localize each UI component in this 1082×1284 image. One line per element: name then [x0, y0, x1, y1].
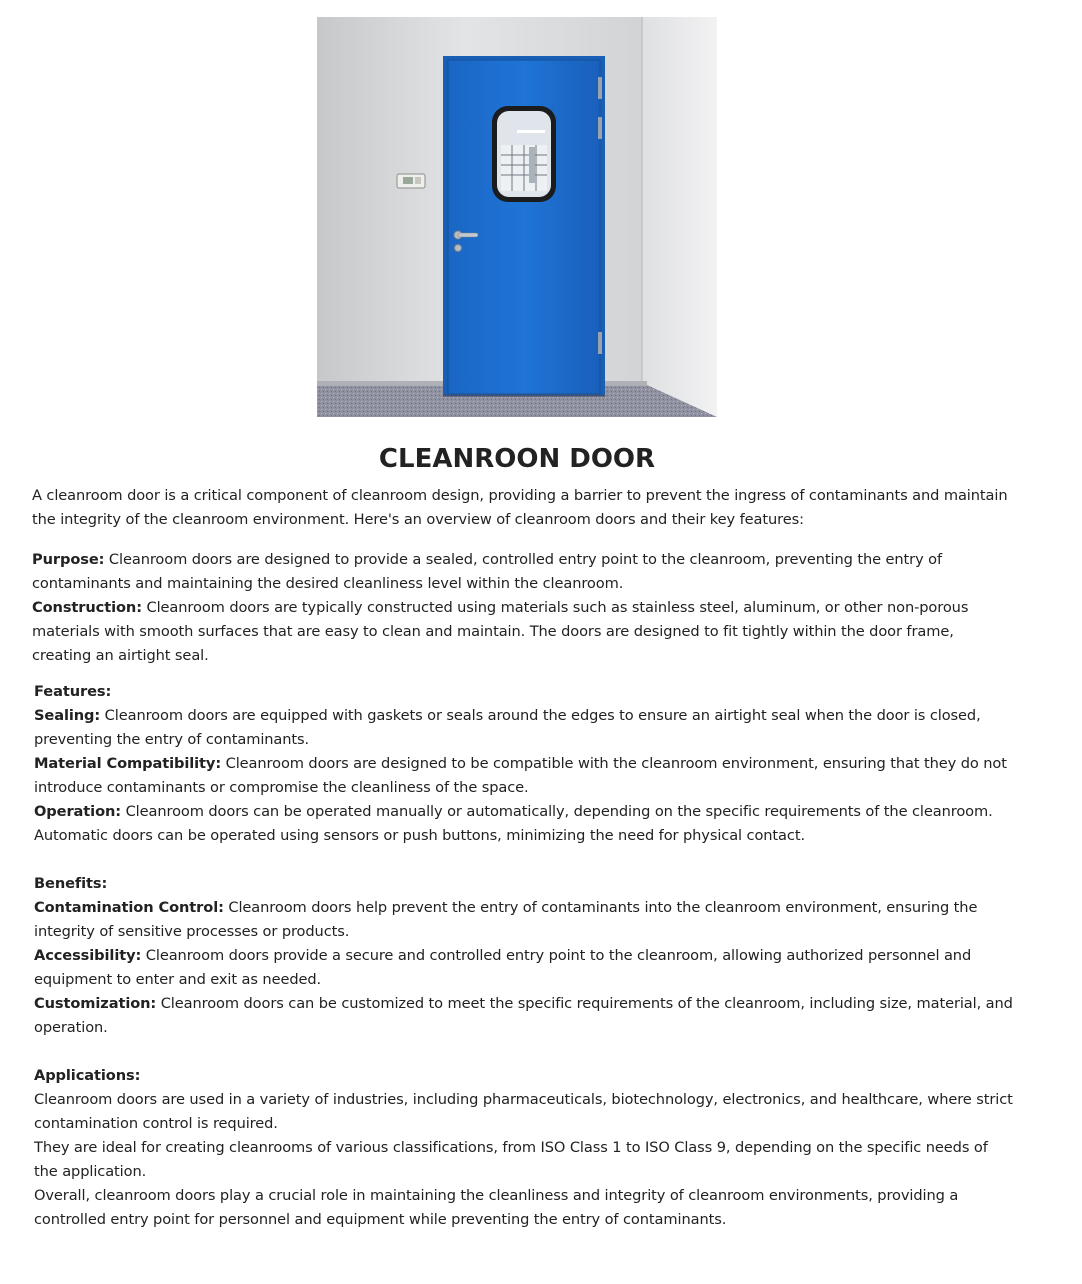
benefit-item-customization: Customization: Cleanroom doors can be customized to meet the specific requirements of the cleanroom, including size, material, and operation.: [34, 995, 1013, 1036]
hinge-icon: [598, 117, 602, 139]
details-section: [34, 680, 1014, 1232]
purpose-text: Cleanroom doors are designed to provide a sealed, controlled entry point to the cleanroom, preventing the entry of contaminants and maintaining the desired cleanliness level within the cleanroom.: [32, 551, 943, 592]
benefit-item-contamination: Contamination Control: Cleanroom doors help prevent the entry of contaminants into the cleanroom environment, ensuring the integrity of sensitive processes or products.: [34, 899, 978, 940]
construction-label: Construction:: [32, 599, 142, 616]
purpose-label: Purpose:: [32, 551, 105, 568]
feature-item-sealing: Sealing: Cleanroom doors are equipped with gaskets or seals around the edges to ensure an airtight seal when the door is closed, preventing the entry of contaminants.: [34, 707, 981, 748]
summary-paragraph: Overall, cleanroom doors play a crucial role in maintaining the cleanliness and integrity of cleanroom environments, providing a controlled entry point for personnel and equipment while preventing the entry of contaminants.: [34, 1187, 959, 1228]
benefits-heading: Benefits:: [34, 875, 108, 892]
intro-paragraph: A cleanroom door is a critical component of cleanroom design, providing a barrier to prevent the ingress of contaminants and maintain the integrity of the cleanroom environment. Here's an overview of cleanroom doors and their key features:: [32, 487, 1008, 528]
benefit-item-accessibility: Accessibility: Cleanroom doors provide a secure and controlled entry point to the cleanroom, allowing authorized personnel and equipment to enter and exit as needed.: [34, 947, 972, 988]
applications-paragraph: They are ideal for creating cleanrooms of various classifications, from ISO Class 1 to ISO Class 9, depending on the specific needs of the application.: [34, 1139, 988, 1180]
applications-paragraph: Cleanroom doors are used in a variety of industries, including pharmaceuticals, biotechnology, electronics, and healthcare, where strict contamination control is required.: [34, 1091, 1013, 1132]
features-heading: Features:: [34, 683, 112, 700]
hinge-icon: [598, 332, 602, 354]
lock-icon: [455, 245, 462, 252]
construction-text: Cleanroom doors are typically constructed using materials such as stainless steel, aluminum, or other non-porous materials with smooth surfaces that are easy to clean and maintain. The doors are designed to fit tightly within the door frame, creating an airtight seal.: [32, 599, 969, 664]
cleanroom-door-image: [317, 17, 717, 417]
feature-item-operation: Operation: Cleanroom doors can be operated manually or automatically, depending on the specific requirements of the cleanroom. Automatic doors can be operated using sensors or push buttons, minimizing the need for physical contact.: [34, 803, 993, 844]
purpose-item: [32, 548, 1012, 596]
intro-section: [32, 484, 1012, 668]
page-title: CLEANROON DOOR: [378, 444, 656, 474]
feature-item-material: Material Compatibility: Cleanroom doors are designed to be compatible with the cleanroom environment, ensuring that they do not introduce contaminants or compromise the cleanliness of the space.: [34, 755, 1007, 796]
applications-heading: Applications:: [34, 1067, 141, 1084]
construction-item: [32, 596, 1012, 668]
door-photo-illustration: [317, 17, 717, 417]
hinge-icon: [598, 77, 602, 99]
side-wall: [642, 17, 717, 417]
